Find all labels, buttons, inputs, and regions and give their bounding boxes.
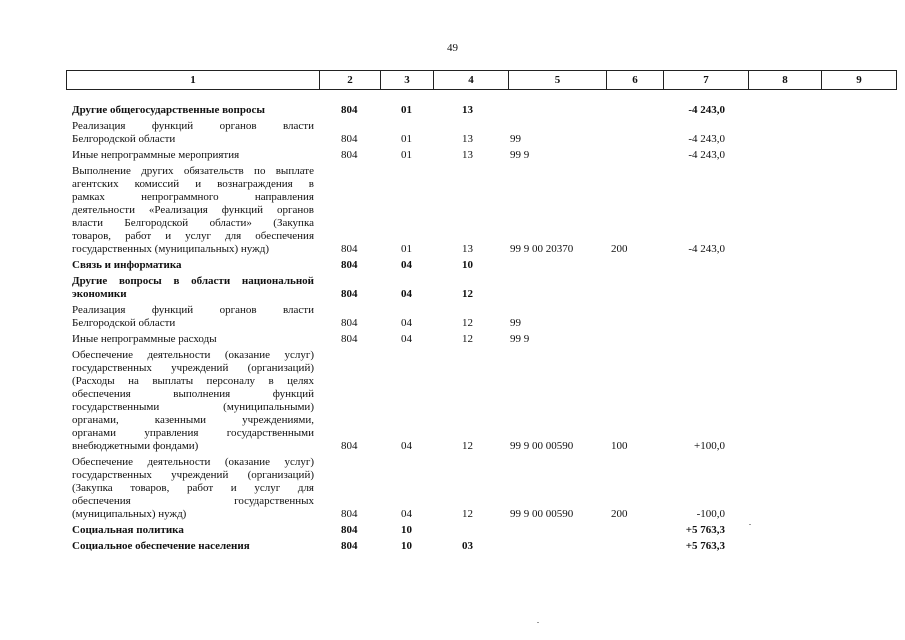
row-subsection: 10 [462, 259, 473, 271]
description-line: (Расходы на выплаты персоналу в целях [72, 375, 314, 387]
row-description [72, 304, 314, 330]
header-col-3: 3 [381, 71, 434, 90]
header-col-6: 6 [607, 71, 664, 90]
table-body [0, 101, 905, 553]
row-amount: +100,0 [694, 440, 725, 452]
description-line: государственными (муниципальными) [72, 401, 314, 413]
row-description [72, 333, 314, 346]
page-number: 49 [447, 42, 458, 54]
table-row [0, 101, 905, 117]
table-row [0, 162, 905, 256]
description-line: Белгородской области [72, 317, 176, 329]
description-line: органами управления государственными [72, 427, 314, 439]
row-section-code: 804 [341, 149, 358, 161]
row-section-code: 804 [341, 104, 358, 116]
description-line: Социальное обеспечение населения [72, 540, 250, 552]
description-line: государственных учреждений (организаций) [72, 362, 314, 374]
row-section: 01 [401, 104, 412, 116]
row-amount: +5 763,3 [685, 540, 725, 552]
table-row [0, 453, 905, 521]
row-section-code: 804 [341, 524, 358, 536]
row-amount: -4 243,0 [688, 243, 725, 255]
row-target-item: 99 9 00 00590 [510, 508, 574, 520]
row-amount: -4 243,0 [688, 149, 725, 161]
row-description [72, 120, 314, 146]
description-line: Реализация функций органов власти [72, 304, 314, 316]
header-col-2: 2 [320, 71, 381, 90]
row-target-item: 99 9 00 20370 [510, 243, 574, 255]
row-subsection: 12 [462, 317, 473, 329]
description-line: Социальная политика [72, 524, 184, 536]
header-col-1: 1 [67, 71, 320, 90]
row-section-code: 804 [341, 540, 358, 552]
table-row [0, 146, 905, 162]
row-subsection: 13 [462, 243, 473, 255]
row-description [72, 149, 314, 162]
description-line: Другие общегосударственные вопросы [72, 104, 265, 116]
header-col-7: 7 [664, 71, 749, 90]
row-description [72, 524, 314, 537]
row-subsection: 12 [462, 333, 473, 345]
row-section: 10 [401, 524, 412, 536]
description-line: Другие вопросы в области национальной [72, 275, 314, 287]
header-row [67, 71, 897, 90]
row-section: 01 [401, 149, 412, 161]
row-section: 01 [401, 243, 412, 255]
table-row [0, 537, 905, 553]
row-section-code: 804 [341, 133, 358, 145]
row-description [72, 540, 314, 553]
table-row [0, 346, 905, 453]
row-subsection: 13 [462, 104, 473, 116]
description-line: власти Белгородской области» (Закупка [72, 217, 314, 229]
row-target-item: 99 [510, 317, 521, 329]
row-target-item: 99 9 [510, 333, 530, 345]
row-description [72, 104, 314, 117]
row-expense-type: 200 [611, 508, 628, 520]
row-expense-type: 100 [611, 440, 628, 452]
row-section-code: 804 [341, 243, 358, 255]
description-line: Обеспечение деятельности (оказание услуг) [72, 456, 314, 468]
table-row [0, 256, 905, 272]
header-col-4: 4 [434, 71, 509, 90]
row-expense-type: 200 [611, 243, 628, 255]
description-line: (Закупка товаров, работ и услуг для [72, 482, 314, 494]
description-line: Выполнение других обязательств по выплате [72, 165, 314, 177]
description-line: Иные непрограммные расходы [72, 333, 217, 345]
header-col-9: 9 [822, 71, 897, 90]
description-line: обеспечения государственных [72, 495, 314, 507]
row-section: 01 [401, 133, 412, 145]
row-section-code: 804 [341, 317, 358, 329]
row-target-item: 99 9 00 00590 [510, 440, 574, 452]
description-line: государственных учреждений (организаций) [72, 469, 314, 481]
row-description [72, 259, 314, 272]
table-row [0, 272, 905, 301]
description-line: Иные непрограммные мероприятия [72, 149, 240, 161]
row-section-code: 804 [341, 440, 358, 452]
row-target-item: 99 [510, 133, 521, 145]
description-line: обеспечения выполнения функций [72, 388, 314, 400]
row-description [72, 456, 314, 521]
row-section-code: 804 [341, 259, 358, 271]
row-subsection: 03 [462, 540, 473, 552]
description-line: деятельности «Реализация функций органов [72, 204, 314, 216]
description-line: Связь и информатика [72, 259, 182, 271]
header-col-5: 5 [509, 71, 607, 90]
row-section: 04 [401, 440, 412, 452]
scan-speck [537, 622, 539, 623]
description-line: государственных (муниципальных) нужд) [72, 243, 269, 255]
table-row [0, 117, 905, 146]
table-header [66, 70, 897, 90]
row-section: 04 [401, 333, 412, 345]
header-col-8: 8 [749, 71, 822, 90]
row-section-code: 804 [341, 333, 358, 345]
description-line: Реализация функций органов власти [72, 120, 314, 132]
row-section: 04 [401, 508, 412, 520]
row-subsection: 12 [462, 440, 473, 452]
row-section-code: 804 [341, 288, 358, 300]
description-line: органами, казенными учреждениями, [72, 414, 314, 426]
description-line: Белгородской области [72, 133, 176, 145]
description-line: (муниципальных) нужд) [72, 508, 187, 520]
table-row [0, 301, 905, 330]
row-amount: +5 763,3 [685, 524, 725, 536]
row-description [72, 165, 314, 256]
description-line: товаров, работ и услуг для обеспечения [72, 230, 314, 242]
row-amount: -4 243,0 [688, 104, 725, 116]
row-amount: -4 243,0 [688, 133, 725, 145]
description-line: Обеспечение деятельности (оказание услуг) [72, 349, 314, 361]
row-section: 10 [401, 540, 412, 552]
row-subsection: 12 [462, 288, 473, 300]
row-section-code: 804 [341, 508, 358, 520]
table-row [0, 521, 905, 537]
row-subsection: 12 [462, 508, 473, 520]
row-description [72, 349, 314, 453]
scan-speck [749, 524, 751, 525]
table-row [0, 330, 905, 346]
row-amount: -100,0 [696, 508, 725, 520]
description-line: агентских комиссий и вознаграждения в [72, 178, 314, 190]
row-section: 04 [401, 259, 412, 271]
description-line: экономики [72, 288, 127, 300]
row-subsection: 13 [462, 149, 473, 161]
row-target-item: 99 9 [510, 149, 530, 161]
row-section: 04 [401, 288, 412, 300]
description-line: внебюджетными фондами) [72, 440, 199, 452]
row-section: 04 [401, 317, 412, 329]
row-subsection: 13 [462, 133, 473, 145]
description-line: рамках непрограммного направления [72, 191, 314, 203]
row-description [72, 275, 314, 301]
